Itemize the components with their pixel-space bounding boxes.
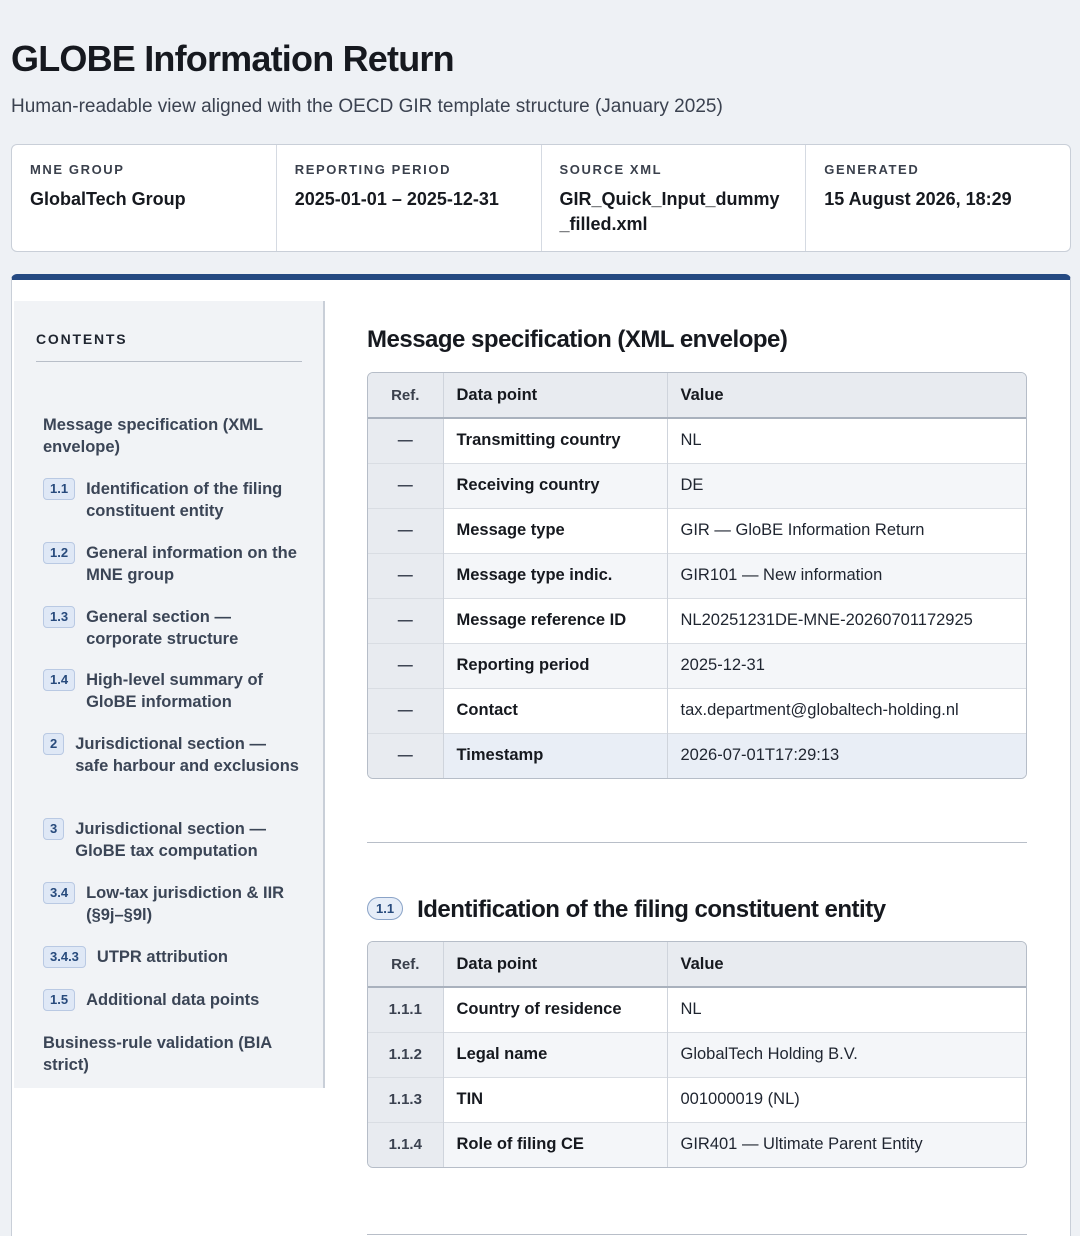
row-ref: —	[368, 463, 443, 508]
column-header-ref: Ref.	[368, 373, 443, 418]
toc-item-label: High-level summary of GloBE information	[86, 671, 264, 711]
meta-label: GENERATED	[824, 162, 920, 177]
meta-value: 15 August 2026, 18:29	[824, 189, 1012, 209]
column-header-value: Value	[667, 373, 1026, 418]
toc-item-label: General information on the MNE group	[86, 544, 297, 584]
table-row	[368, 508, 1026, 553]
filing-entity-table	[367, 941, 1027, 1168]
meta-reporting-period	[277, 145, 542, 251]
toc-item-1-1[interactable]	[43, 478, 303, 522]
table-row	[368, 733, 1026, 778]
table-row	[368, 598, 1026, 643]
toc-badge: 3	[43, 818, 64, 840]
meta-mne-group	[12, 145, 277, 251]
table-of-contents	[14, 301, 325, 1088]
toc-item-label: Jurisdictional section — safe harbour and exclusions	[75, 735, 299, 775]
meta-value: GIR_Quick_Input_dummy_filled.xml	[559, 189, 780, 234]
column-header-value: Value	[667, 942, 1026, 987]
column-header-ref: Ref.	[368, 942, 443, 987]
section-title-message-specification	[367, 326, 787, 354]
toc-item-3-4-3[interactable]	[43, 946, 303, 968]
row-ref: —	[368, 553, 443, 598]
row-value: GlobalTech Holding B.V.	[667, 1032, 1026, 1077]
row-ref: —	[368, 643, 443, 688]
report-meta-card	[11, 144, 1071, 252]
row-value: NL20251231DE-MNE-20260701172925	[667, 598, 1026, 643]
row-ref: —	[368, 733, 443, 778]
row-ref: —	[368, 418, 443, 463]
row-ref: 1.1.3	[368, 1077, 443, 1122]
table-row	[368, 463, 1026, 508]
row-label: Timestamp	[443, 733, 667, 778]
section-badge: 1.1	[367, 897, 403, 920]
row-label: Reporting period	[443, 643, 667, 688]
row-value: DE	[667, 463, 1026, 508]
column-header-data-point: Data point	[443, 942, 667, 987]
toc-item-label: Identification of the filing constituent entity	[86, 480, 283, 520]
toc-item-1-4[interactable]	[43, 669, 303, 713]
toc-item-3-4[interactable]	[43, 882, 303, 926]
row-ref: —	[368, 688, 443, 733]
page-subtitle: Human-readable view aligned with the OECD GIR template structure (January 2025)	[11, 96, 723, 117]
row-value: 2026-07-01T17:29:13	[667, 733, 1026, 778]
toc-item-business-rule-validation[interactable]	[43, 1032, 303, 1076]
row-ref: —	[368, 508, 443, 553]
row-ref: —	[368, 598, 443, 643]
toc-item-3[interactable]	[43, 818, 303, 862]
toc-item-label: General section — corporate structure	[86, 608, 239, 648]
row-label: Message type indic.	[443, 553, 667, 598]
row-label: Contact	[443, 688, 667, 733]
toc-heading: CONTENTS	[36, 331, 302, 362]
table-row	[368, 643, 1026, 688]
row-ref: 1.1.1	[368, 987, 443, 1032]
table-row	[368, 1122, 1026, 1167]
row-value: GIR — GloBE Information Return	[667, 508, 1026, 553]
toc-badge: 3.4	[43, 882, 75, 904]
toc-badge: 1.5	[43, 989, 75, 1011]
table-row	[368, 553, 1026, 598]
toc-badge: 1.1	[43, 478, 75, 500]
toc-item-label: Jurisdictional section — GloBE tax computation	[75, 820, 266, 860]
toc-item-2[interactable]	[43, 733, 303, 777]
row-value: NL	[680, 431, 702, 450]
report-main-card	[11, 274, 1071, 1236]
toc-item-1-5[interactable]	[43, 989, 303, 1011]
row-ref: 1.1.4	[368, 1122, 443, 1167]
row-ref: 1.1.2	[368, 1032, 443, 1077]
row-label: Legal name	[443, 1032, 667, 1077]
meta-generated	[806, 145, 1070, 251]
meta-value: 2025-01-01 – 2025-12-31	[294, 189, 499, 209]
row-label: Country of residence	[443, 987, 667, 1032]
meta-source-xml	[542, 145, 807, 251]
toc-item-1-3[interactable]	[43, 606, 303, 650]
section-title-1-1	[367, 896, 886, 924]
toc-badge: 1.2	[43, 542, 75, 564]
page-title: GLOBE Information Return	[11, 38, 454, 79]
column-header-data-point: Data point	[443, 373, 667, 418]
toc-item-label: UTPR attribution	[96, 948, 228, 966]
table-row	[368, 688, 1026, 733]
toc-item-label: Message specification (XML envelope)	[43, 416, 263, 456]
row-value: 2025-12-31	[667, 643, 1026, 688]
row-value: GIR401 — Ultimate Parent Entity	[667, 1122, 1026, 1167]
section-title-text: Identification of the filing constituent entity	[417, 896, 886, 923]
row-label: Message reference ID	[443, 598, 667, 643]
meta-value: GlobalTech Group	[30, 189, 186, 209]
table-row	[368, 1032, 1026, 1077]
meta-label: MNE GROUP	[30, 162, 125, 177]
toc-badge: 1.3	[43, 606, 75, 628]
toc-item-message-specification[interactable]	[43, 414, 303, 458]
table-row	[368, 418, 1026, 463]
toc-item-label: Business-rule validation (BIA strict)	[43, 1034, 272, 1074]
table-row	[368, 1077, 1026, 1122]
table-row	[368, 987, 1026, 1032]
row-label: Transmitting country	[443, 418, 667, 463]
row-label: Message type	[443, 508, 667, 553]
toc-item-label: Additional data points	[86, 991, 260, 1009]
row-label: Role of filing CE	[443, 1122, 667, 1167]
row-label: Receiving country	[443, 463, 667, 508]
meta-label: SOURCE XML	[559, 162, 663, 177]
toc-badge: 1.4	[43, 669, 75, 691]
message-specification-table	[367, 372, 1027, 779]
section-divider	[367, 1234, 1027, 1235]
toc-item-label: Low-tax jurisdiction & IIR (§9j–§9l)	[86, 884, 285, 924]
row-value: tax.department@globaltech-holding.nl	[667, 688, 1026, 733]
section-divider	[367, 842, 1027, 843]
row-value: GIR101 — New information	[667, 553, 1026, 598]
meta-label: REPORTING PERIOD	[294, 162, 452, 177]
row-label: TIN	[443, 1077, 667, 1122]
toc-badge: 2	[43, 733, 64, 755]
row-value: NL	[680, 1000, 702, 1019]
section-title-text: Message specification (XML envelope)	[367, 326, 788, 353]
toc-item-1-2[interactable]	[43, 542, 303, 586]
row-value: 001000019 (NL)	[667, 1077, 1026, 1122]
toc-badge: 3.4.3	[43, 946, 86, 968]
